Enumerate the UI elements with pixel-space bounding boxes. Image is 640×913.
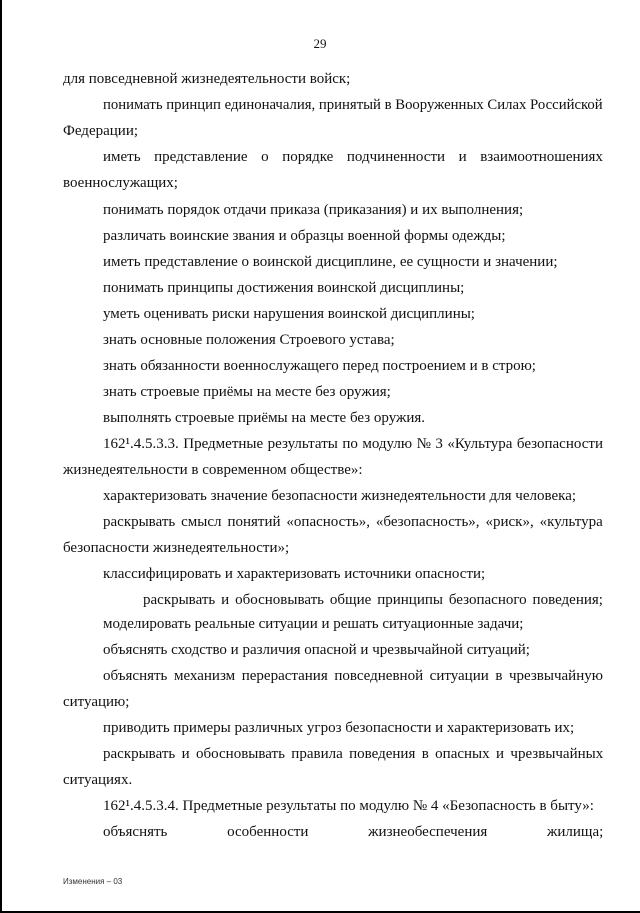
text-line: знать строевые приёмы на месте без оружия; xyxy=(103,384,391,400)
text-line: иметь представление о воинской дисциплине, ее сущности и значении; xyxy=(103,254,558,270)
text-line: раскрывать смысл понятий «опасность», «безопасность», «риск», «культура xyxy=(103,514,603,530)
section-heading-line: 162¹.4.5.3.3. Предметные результаты по модулю № 3 «Культура безопасности xyxy=(103,436,603,452)
text-line: моделировать реальные ситуации и решать ситуационные задачи; xyxy=(103,616,524,632)
section-heading-line: 162¹.4.5.3.4. Предметные результаты по модулю № 4 «Безопасность в быту»: xyxy=(103,798,594,814)
text-line-justified xyxy=(103,148,603,166)
text-line: ситуацию; xyxy=(63,694,130,710)
text-line: раскрывать и обосновывать общие принципы безопасного поведения; xyxy=(143,592,603,608)
text-line: уметь оценивать риски нарушения воинской дисциплины; xyxy=(103,306,475,322)
text-line: ситуациях. xyxy=(63,772,133,788)
text-line: выполнять строевые приёмы на месте без оружия. xyxy=(103,410,426,426)
text-line: военнослужащих; xyxy=(63,175,178,191)
scan-border-left xyxy=(0,0,2,913)
word: представление xyxy=(154,149,248,165)
text-line: приводить примеры различных угроз безопасности и характеризовать их; xyxy=(103,720,575,736)
word: о xyxy=(261,149,269,165)
text-line: объяснять механизм перерастания повседневной ситуации в чрезвычайную xyxy=(103,668,603,684)
word: порядке xyxy=(282,149,334,165)
word: взаимоотношениях xyxy=(480,149,603,165)
text-line: безопасности жизнедеятельности»; xyxy=(63,540,290,556)
text-line: для повседневной жизнедеятельности войск; xyxy=(63,71,351,87)
page-number: 29 xyxy=(313,36,327,51)
text-line: объяснять особенности жизнеобеспечения жилища; xyxy=(103,824,604,840)
footer-revision-note: Изменения – 03 xyxy=(63,877,123,886)
text-line: различать воинские звания и образцы военной формы одежды; xyxy=(103,228,506,244)
text-line: жизнедеятельности в современном обществе»: xyxy=(63,462,363,478)
text-line: понимать принципы достижения воинской дисциплины; xyxy=(103,280,465,296)
text-line: характеризовать значение безопасности жизнедеятельности для человека; xyxy=(103,488,577,504)
text-line: знать основные положения Строевого устава; xyxy=(103,332,395,348)
text-line: понимать порядок отдачи приказа (приказания) и их выполнения; xyxy=(103,202,524,218)
text-line: объяснять сходство и различия опасной и чрезвычайной ситуаций; xyxy=(103,642,530,658)
word: и xyxy=(458,149,467,165)
text-line: знать обязанности военнослужащего перед построением и в строю; xyxy=(103,358,536,374)
word: подчиненности xyxy=(346,149,446,165)
word: иметь xyxy=(103,149,141,165)
text-line: понимать принцип единоначалия, принятый в Вооруженных Силах Российской xyxy=(103,97,603,113)
text-line: классифицировать и характеризовать источники опасности; xyxy=(103,566,486,582)
text-line: раскрывать и обосновывать правила поведения в опасных и чрезвычайных xyxy=(103,746,604,762)
text-line: Федерации; xyxy=(63,123,139,139)
